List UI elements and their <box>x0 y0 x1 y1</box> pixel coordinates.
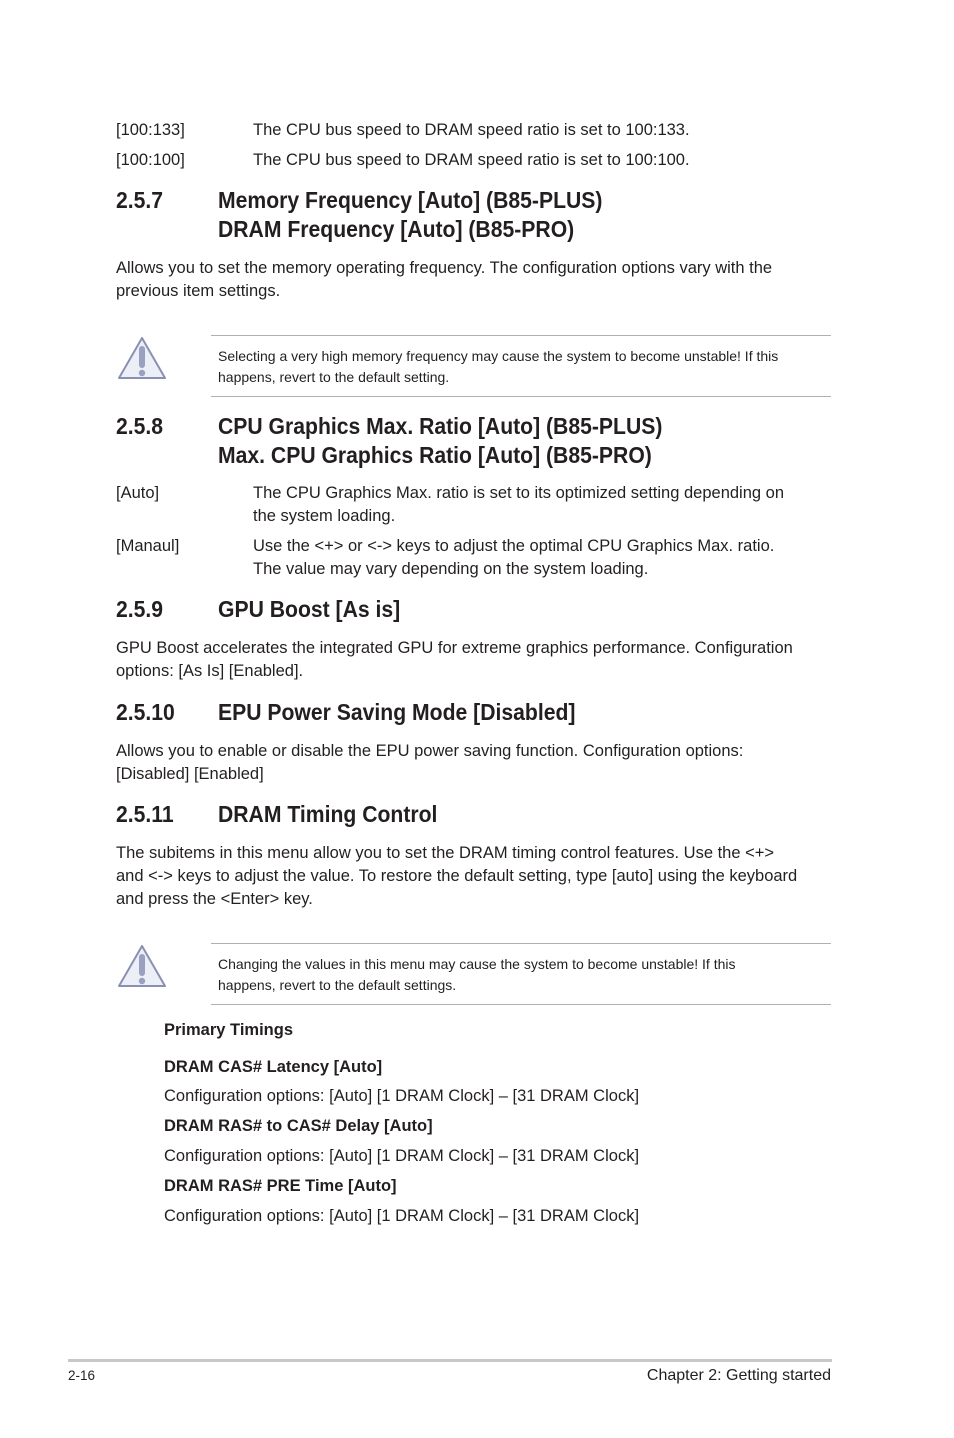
section-title: CPU Graphics Max. Ratio [Auto] (B85-PLUS) <box>218 413 663 439</box>
section-number: 2.5.10 <box>116 699 175 725</box>
footer-divider <box>68 1359 832 1362</box>
section-title: DRAM Timing Control <box>218 801 438 827</box>
item-title: DRAM RAS# to CAS# Delay [Auto] <box>164 1117 433 1135</box>
option-description: Use the <+> or <-> keys to adjust the optimal CPU Graphics Max. ratio. <box>253 537 775 555</box>
section-number: 2.5.7 <box>116 187 164 213</box>
subsection-heading: Primary Timings <box>164 1021 293 1039</box>
option-key: [Manaul] <box>116 537 180 555</box>
option-key: [Auto] <box>116 484 160 502</box>
paragraph: The subitems in this menu allow you to set the DRAM timing control features. Use the <+> <box>116 844 775 862</box>
item-title: DRAM CAS# Latency [Auto] <box>164 1058 383 1076</box>
option-description: The CPU bus speed to DRAM speed ratio is set to 100:100. <box>253 151 690 169</box>
paragraph: and <-> keys to adjust the value. To restore the default setting, type [auto] using the keyboard <box>116 867 798 885</box>
note-text: happens, revert to the default setting. <box>218 369 450 385</box>
item-title: DRAM RAS# PRE Time [Auto] <box>164 1177 397 1195</box>
section-number: 2.5.8 <box>116 413 164 439</box>
warning-icon <box>116 335 168 381</box>
section-title: Max. CPU Graphics Ratio [Auto] (B85-PRO) <box>218 442 652 468</box>
note-text: Changing the values in this menu may cause the system to become unstable! If this <box>218 956 736 972</box>
paragraph: and press the <Enter> key. <box>116 890 313 908</box>
note-text: happens, revert to the default settings. <box>218 977 457 993</box>
section-title: Memory Frequency [Auto] (B85-PLUS) <box>218 187 603 213</box>
section-title: DRAM Frequency [Auto] (B85-PRO) <box>218 216 575 242</box>
paragraph: options: [As Is] [Enabled]. <box>116 662 304 680</box>
section-title: GPU Boost [As is] <box>218 596 401 622</box>
option-description: The CPU Graphics Max. ratio is set to its optimized setting depending on <box>253 484 785 502</box>
option-description: the system loading. <box>253 507 396 525</box>
warning-icon <box>116 943 168 989</box>
item-options: Configuration options: [Auto] [1 DRAM Clock] – [31 DRAM Clock] <box>164 1087 640 1105</box>
chapter-label: Chapter 2: Getting started <box>646 1367 831 1384</box>
option-key: [100:133] <box>116 121 185 139</box>
item-options: Configuration options: [Auto] [1 DRAM Clock] – [31 DRAM Clock] <box>164 1207 640 1225</box>
note-text: Selecting a very high memory frequency may cause the system to become unstable! If this <box>218 348 779 364</box>
paragraph: [Disabled] [Enabled] <box>116 765 264 783</box>
option-key: [100:100] <box>116 151 185 169</box>
option-description: The value may vary depending on the system loading. <box>253 560 649 578</box>
section-number: 2.5.11 <box>116 801 174 827</box>
paragraph: Allows you to enable or disable the EPU power saving function. Configuration options: <box>116 742 744 760</box>
paragraph: previous item settings. <box>116 282 281 300</box>
paragraph: GPU Boost accelerates the integrated GPU for extreme graphics performance. Configuration <box>116 639 793 657</box>
section-number: 2.5.9 <box>116 596 164 622</box>
page-number: 2-16 <box>68 1368 96 1383</box>
option-description: The CPU bus speed to DRAM speed ratio is set to 100:133. <box>253 121 690 139</box>
paragraph: Allows you to set the memory operating frequency. The configuration options vary with the <box>116 259 773 277</box>
item-options: Configuration options: [Auto] [1 DRAM Clock] – [31 DRAM Clock] <box>164 1147 640 1165</box>
section-title: EPU Power Saving Mode [Disabled] <box>218 699 576 725</box>
